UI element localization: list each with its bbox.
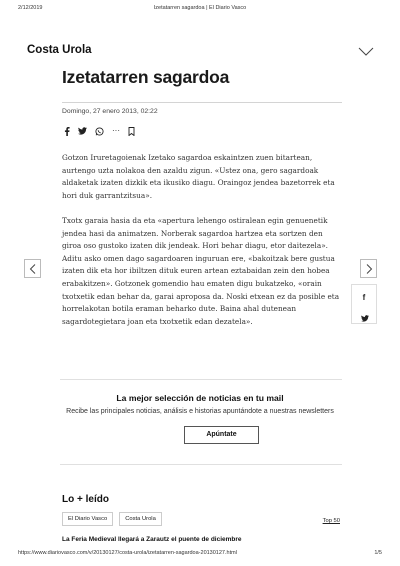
- top-50-link[interactable]: Top 50: [322, 518, 340, 524]
- filter-chip[interactable]: El Diario Vasco: [62, 512, 113, 526]
- article-date: Domingo, 27 enero 2013, 02:22: [62, 108, 158, 115]
- more-icon[interactable]: ···: [112, 126, 120, 135]
- article-paragraph: Gotzon Iruretagoienak Izetako sagardoa eskaintzen zuen bitartean, aurtengo uzta nolakoa den azaldu zigun. «Ustez ona, gero sagardoak aldaketak izaten dizkik eta ikusiko diagu. Oraingoz jendea bazetorrek eta hori duk garrantzitsua».: [62, 153, 335, 200]
- section-divider: [60, 379, 342, 380]
- twitter-icon[interactable]: [78, 127, 87, 135]
- print-header: [18, 5, 382, 15]
- print-page-number: 1/5: [374, 550, 382, 556]
- previous-article-button[interactable]: [24, 259, 41, 278]
- print-date: 2/12/2019: [18, 5, 43, 11]
- newsletter-title: La mejor selección de noticias en tu mail: [116, 393, 284, 403]
- article-title: Izetatarren sagardoa: [62, 67, 230, 87]
- whatsapp-icon[interactable]: [95, 127, 104, 136]
- most-read-title: Lo + leído: [62, 494, 109, 505]
- print-footer: [18, 550, 382, 560]
- chevron-right-icon: [365, 264, 373, 274]
- subscribe-button[interactable]: Apúntate: [184, 426, 259, 444]
- filter-chip[interactable]: Costa Urola: [119, 512, 162, 526]
- section-bar: [27, 44, 374, 60]
- section-name[interactable]: Costa Urola: [27, 44, 92, 56]
- chevron-left-icon: [29, 264, 37, 274]
- floating-share-bar: [351, 284, 377, 324]
- print-page-title: Izetatarren sagardoa | El Diario Vasco: [153, 5, 247, 11]
- section-divider: [60, 464, 342, 465]
- most-read-filters: [62, 512, 162, 526]
- most-read-item[interactable]: La Feria Medieval llegará a Zarautz el puente de diciembre: [62, 536, 242, 543]
- chevron-down-icon[interactable]: [358, 44, 374, 56]
- facebook-icon[interactable]: [64, 127, 70, 136]
- article-paragraph: Txotx garaia hasia da eta «apertura lehengo ostiralean egin genuenetik jendea hasi da animatzen. Norberak sagardoa hartzea eta sortzen den giroa oso gustoko izaten dik jendeak. Hori behar diagu, etor daitezela». Aditu asko omen dago sagardoaren inguruan ere, «bakoitzak bere gustua izaten dik eta hor ibiltzen dituk euren artean eztabaidan zein den hobea erabakitzen». Gotzonek gomendio hau ematen digu bukatzeko, «orain txotxetik edan behar da, garai aproposa da. Noski etxean ez da posible eta horrelakotan botila eraman beharko dute. Baina ahal dutenean sagardotegietara joan eta txotxetik edan dezatela».: [62, 216, 340, 326]
- next-article-button[interactable]: [360, 259, 377, 278]
- share-toolbar: [64, 126, 135, 136]
- bookmark-icon[interactable]: [128, 127, 135, 136]
- twitter-icon[interactable]: [361, 309, 369, 327]
- title-divider: [62, 102, 342, 103]
- newsletter-description: Recibe las principales noticias, análisis e historias apuntándote a nuestras newsletters: [66, 408, 334, 415]
- print-url: https://www.diariovasco.com/v/20130127/costa-urola/izetatarren-sagardoa-20130127.html: [18, 550, 237, 556]
- facebook-icon[interactable]: f: [362, 293, 366, 302]
